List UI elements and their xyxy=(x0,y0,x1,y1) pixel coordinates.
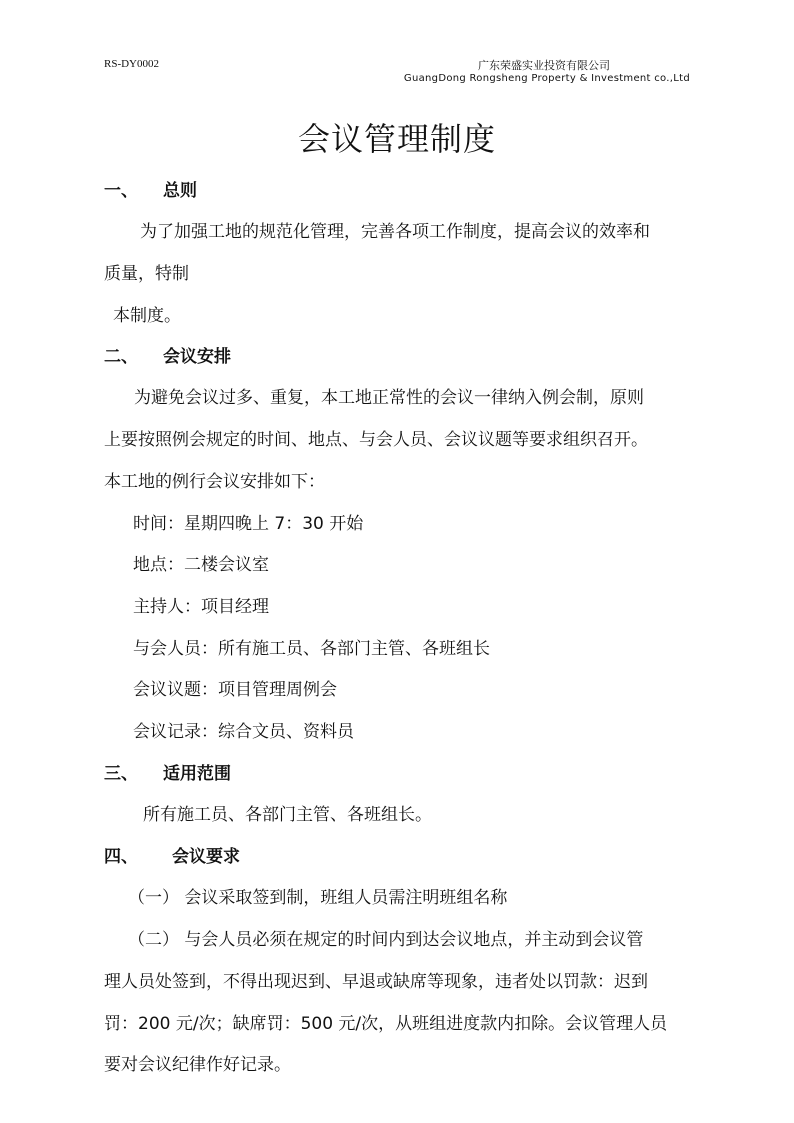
paragraph-2-line-1: 为避免会议过多、重复，本工地正常性的会议一律纳入例会制，原则 xyxy=(134,388,644,408)
paragraph-2-line-2: 上要按照例会规定的时间、地点、与会人员、会议议题等要求组织召开。 xyxy=(104,430,648,450)
section-3-title: 适用范围 xyxy=(163,764,231,784)
document-title: 会议管理制度 xyxy=(297,120,496,158)
meeting-place: 地点：二楼会议室 xyxy=(133,555,269,575)
requirement-1: （一） 会议采取签到制，班组人员需注明班组名称 xyxy=(128,888,508,908)
section-1-title: 总则 xyxy=(163,181,197,201)
section-1-number: 一、 xyxy=(104,181,138,201)
meeting-record: 会议记录：综合文员、资料员 xyxy=(133,722,354,742)
meeting-attendees: 与会人员：所有施工员、各部门主管、各班组长 xyxy=(133,639,490,659)
meeting-topic: 会议议题：项目管理周例会 xyxy=(133,680,337,700)
requirement-2-line-2: 理人员处签到，不得出现迟到、早退或缺席等现象，违者处以罚款：迟到 xyxy=(104,972,648,992)
company-name-en: GuangDong Rongsheng Property & Investment co.,Ltd xyxy=(403,73,690,84)
paragraph-1-line-1: 为了加强工地的规范化管理，完善各项工作制度，提高会议的效率和 xyxy=(140,222,650,242)
meeting-time: 时间：星期四晚上 7：30 开始 xyxy=(133,514,364,534)
requirement-2-line-4: 要对会议纪律作好记录。 xyxy=(104,1055,291,1075)
section-3-number: 三、 xyxy=(104,764,138,784)
paragraph-1-line-3: 本制度。 xyxy=(113,306,181,326)
section-4-number: 四、 xyxy=(104,847,138,867)
document-code: RS-DY0002 xyxy=(104,58,160,70)
requirement-2-line-1: （二） 与会人员必须在规定的时间内到达会议地点，并主动到会议管 xyxy=(128,930,644,950)
section-2-title: 会议安排 xyxy=(163,347,231,367)
section-2-number: 二、 xyxy=(104,347,138,367)
paragraph-2-line-3: 本工地的例行会议安排如下： xyxy=(104,472,325,492)
section-4-title: 会议要求 xyxy=(172,847,240,867)
paragraph-1-line-2: 质量，特制 xyxy=(104,264,189,284)
meeting-host: 主持人：项目经理 xyxy=(133,597,269,617)
company-name-cn: 广东荣盛实业投资有限公司 xyxy=(478,59,610,72)
requirement-2-line-3: 罚：200 元/次；缺席罚：500 元/次，从班组进度款内扣除。会议管理人员 xyxy=(104,1014,668,1034)
paragraph-3: 所有施工员、各部门主管、各班组长。 xyxy=(143,805,432,825)
